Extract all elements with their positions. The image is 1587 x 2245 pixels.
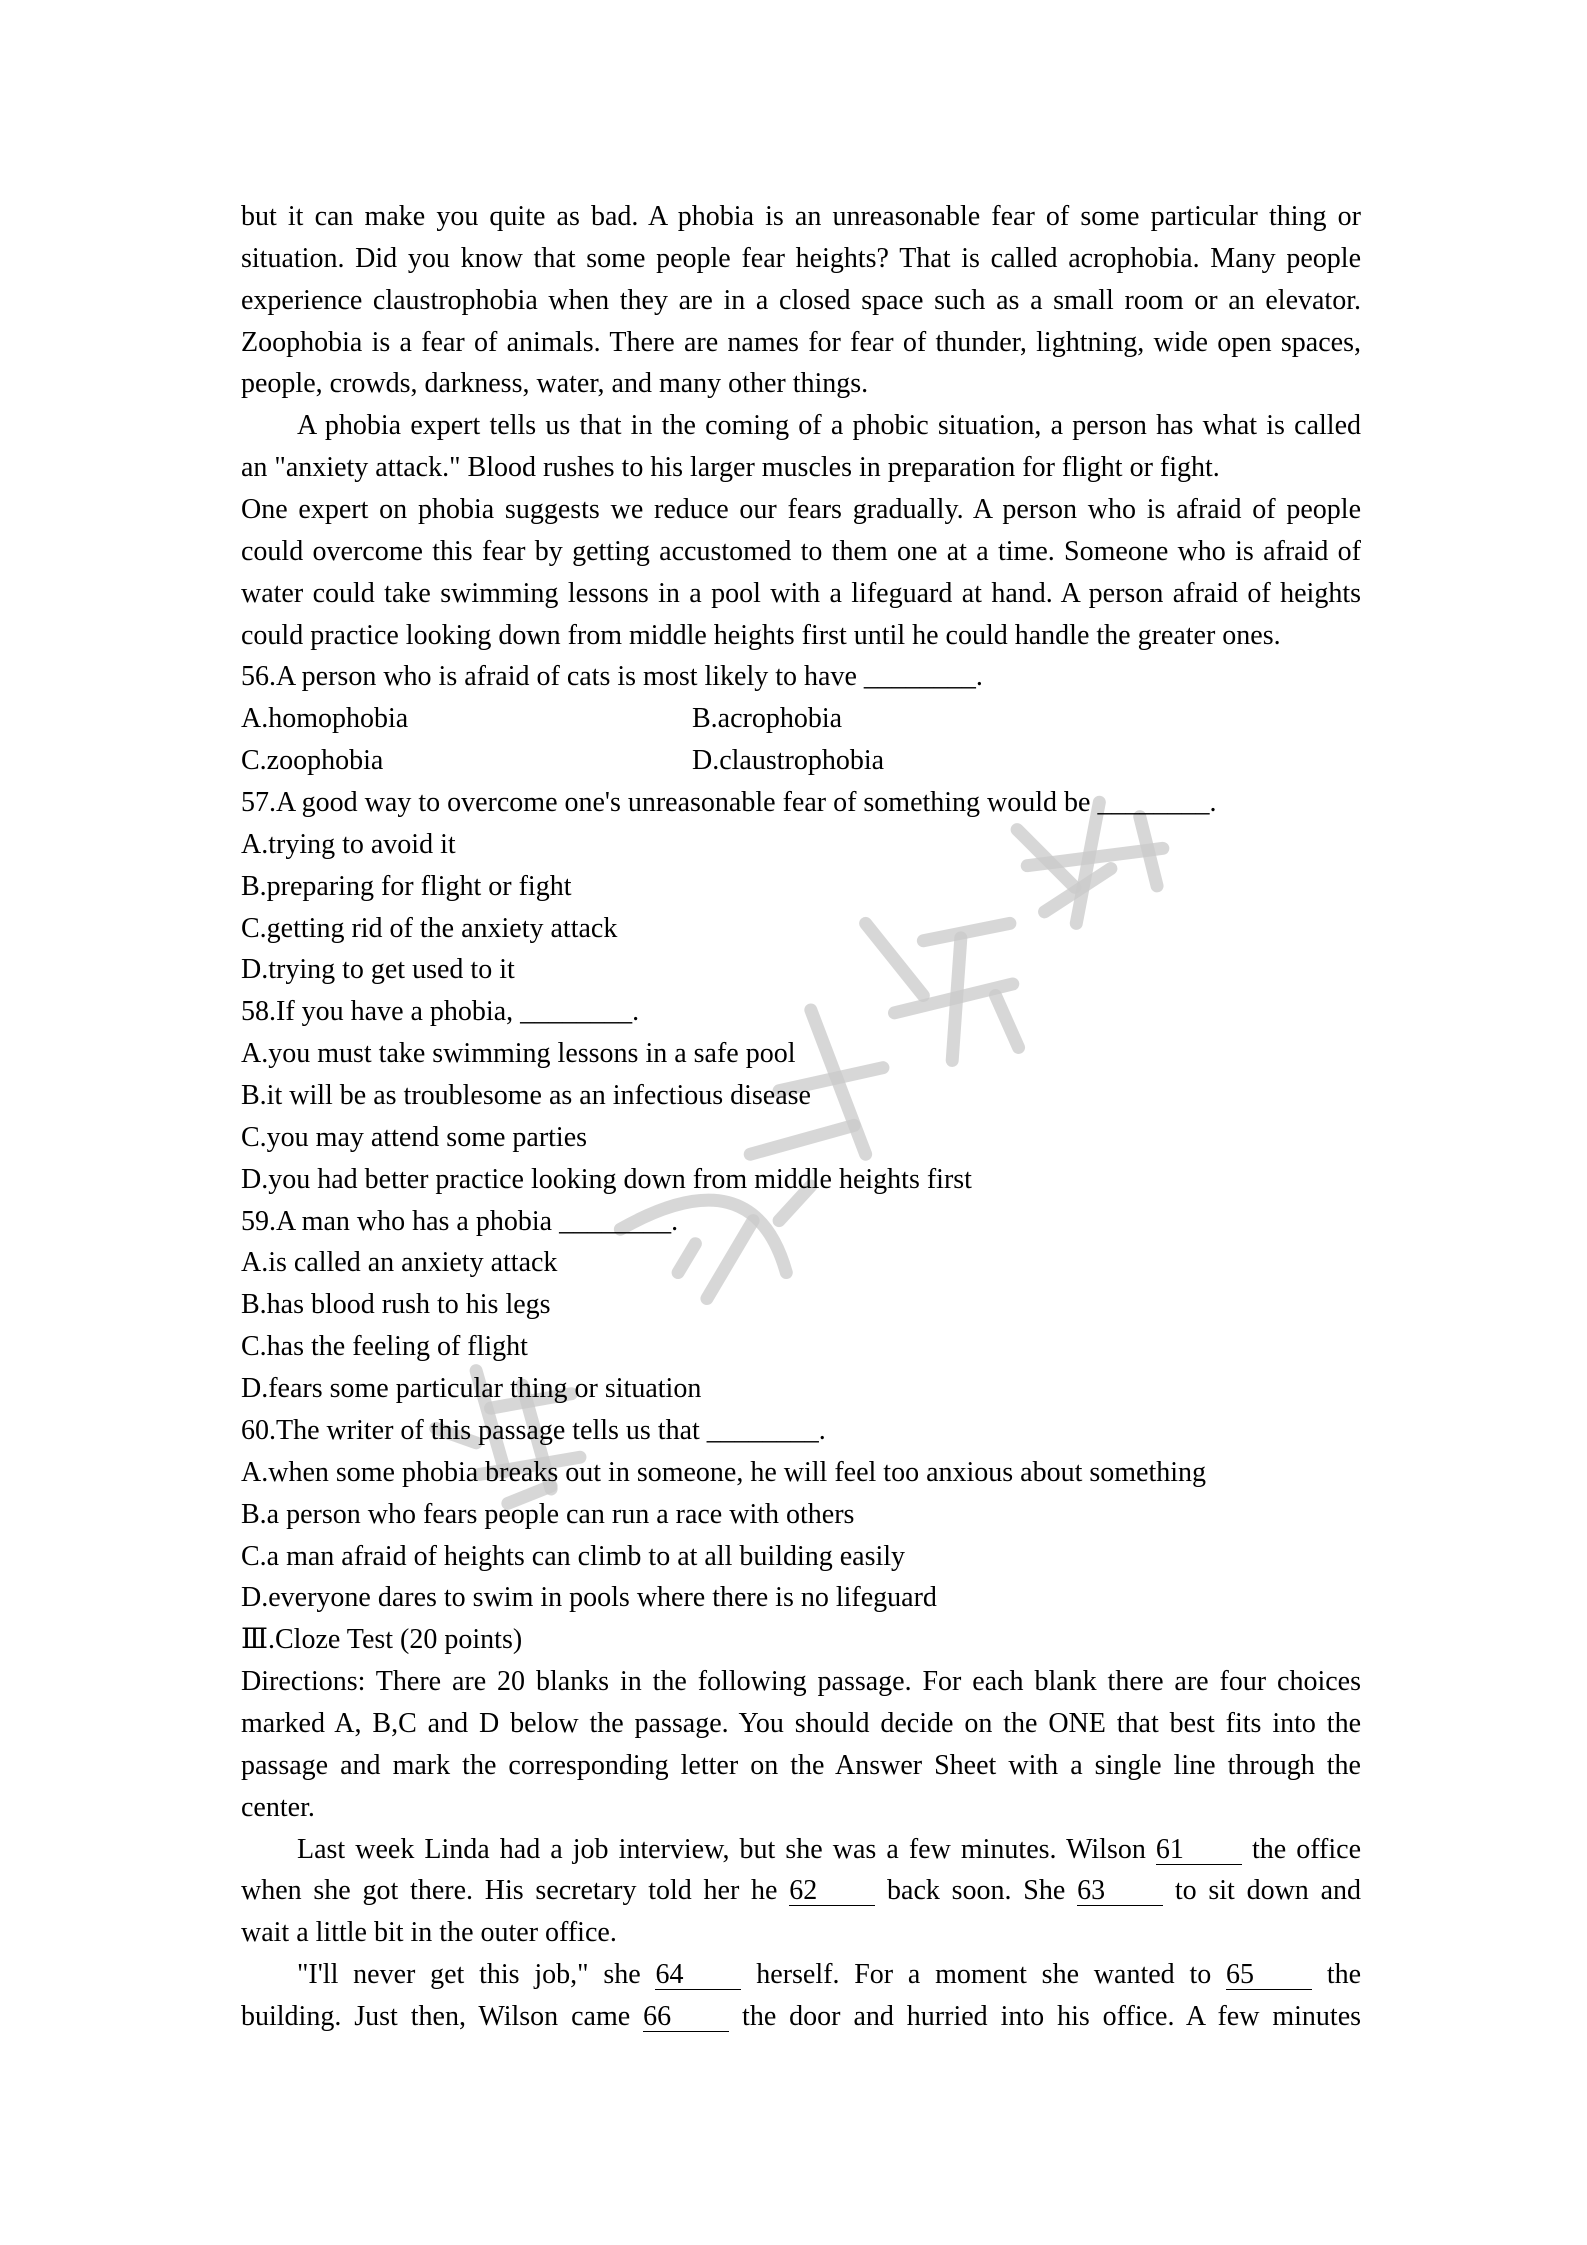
option: C.zoophobia: [241, 745, 384, 777]
option: C.a man afraid of heights can climb to at all building easily: [241, 1540, 906, 1572]
cloze-blank: 66: [643, 2003, 729, 2032]
option: A.is called an anxiety attack: [241, 1247, 558, 1279]
cloze-text: Last week Linda had a job interview, but she was a few minutes. Wilson: [297, 1833, 1146, 1865]
question-stem: 59.A man who has a phobia ________.: [241, 1205, 679, 1237]
document-body: [241, 196, 1361, 2038]
option: C.you may attend some parties: [241, 1121, 588, 1153]
cloze-text: the: [1326, 1959, 1362, 1991]
question-stem: 58.If you have a phobia, ________.: [241, 996, 640, 1028]
directions-line: center.: [241, 1791, 315, 1823]
passage-line: could overcome this fear by getting accustomed to them one at a time. Someone who is afraid of: [241, 535, 1361, 567]
option: B.it will be as troublesome as an infectious disease: [241, 1080, 811, 1112]
section-heading: Ⅲ.Cloze Test (20 points): [241, 1624, 523, 1656]
cloze-blank: 63: [1077, 1877, 1163, 1906]
cloze-text: wait a little bit in the outer office.: [241, 1917, 617, 1949]
passage-line: One expert on phobia suggests we reduce our fears gradually. A person who is afraid of people: [241, 494, 1361, 526]
cloze-text: the office: [1251, 1833, 1362, 1865]
option: D.claustrophobia: [692, 745, 885, 777]
option: A.homophobia: [241, 703, 409, 735]
option: C.has the feeling of flight: [241, 1331, 528, 1363]
cloze-blank: 61: [1156, 1836, 1242, 1865]
cloze-line: [241, 1912, 1361, 1954]
question-stem: 60.The writer of this passage tells us that ________.: [241, 1414, 826, 1446]
passage-line: Zoophobia is a fear of animals. There are names for fear of thunder, lightning, wide open spaces,: [241, 326, 1361, 358]
cloze-line: [241, 1996, 1361, 2038]
option: B.has blood rush to his legs: [241, 1289, 551, 1321]
cloze-text: herself. For a moment she wanted to: [756, 1959, 1212, 1991]
passage-line: situation. Did you know that some people fear heights? That is called acrophobia. Many people: [241, 242, 1361, 274]
cloze-line: [241, 1870, 1361, 1912]
passage-line: water could take swimming lessons in a pool with a lifeguard at hand. A person afraid of heights: [241, 577, 1361, 609]
cloze-blank: 65: [1226, 1961, 1312, 1990]
option: A.trying to avoid it: [241, 828, 456, 860]
option-row: [241, 698, 1361, 740]
passage-line: people, crowds, darkness, water, and many other things.: [241, 368, 869, 400]
option: B.preparing for flight or fight: [241, 870, 572, 902]
passage-line: an "anxiety attack." Blood rushes to his larger muscles in preparation for flight or fight.: [241, 452, 1220, 484]
cloze-text: to sit down and: [1174, 1875, 1361, 1907]
directions-line: passage and mark the corresponding letter on the Answer Sheet with a single line through the: [241, 1749, 1361, 1781]
cloze-text: building. Just then, Wilson came: [241, 2000, 631, 2032]
option-row: [241, 740, 1361, 782]
cloze-line: [241, 1829, 1361, 1871]
option: B.acrophobia: [692, 703, 843, 735]
option: A.you must take swimming lessons in a safe pool: [241, 1038, 796, 1070]
cloze-text: the door and hurried into his office. A few minutes: [742, 2000, 1362, 2032]
question-stem: 56.A person who is afraid of cats is most likely to have ________.: [241, 661, 983, 693]
option: D.trying to get used to it: [241, 954, 515, 986]
directions-line: marked A, B,C and D below the passage. You should decide on the ONE that best fits into the: [241, 1707, 1361, 1739]
option: C.getting rid of the anxiety attack: [241, 912, 618, 944]
directions-line: Directions: There are 20 blanks in the following passage. For each blank there are four choices: [241, 1666, 1361, 1698]
cloze-text: back soon. She: [887, 1875, 1066, 1907]
cloze-text: "I'll never get this job," she: [297, 1959, 641, 1991]
passage-line: experience claustrophobia when they are in a closed space such as a small room or an elevator.: [241, 284, 1361, 316]
option: D.you had better practice looking down from middle heights first: [241, 1163, 972, 1195]
option: A.when some phobia breaks out in someone, he will feel too anxious about something: [241, 1456, 1207, 1488]
cloze-blank: 62: [789, 1877, 875, 1906]
question-stem: 57.A good way to overcome one's unreasonable fear of something would be ________.: [241, 787, 1217, 819]
cloze-blank: 64: [655, 1961, 741, 1990]
cloze-text: when she got there. His secretary told her he: [241, 1875, 778, 1907]
cloze-line: [241, 1954, 1361, 1996]
option: B.a person who fears people can run a race with others: [241, 1498, 855, 1530]
option: D.everyone dares to swim in pools where there is no lifeguard: [241, 1582, 937, 1614]
passage-line: A phobia expert tells us that in the coming of a phobic situation, a person has what is called: [297, 410, 1361, 442]
option: D.fears some particular thing or situation: [241, 1373, 702, 1405]
passage-line: but it can make you quite as bad. A phobia is an unreasonable fear of some particular thing or: [241, 201, 1361, 232]
passage-line: could practice looking down from middle heights first until he could handle the greater ones.: [241, 619, 1281, 651]
